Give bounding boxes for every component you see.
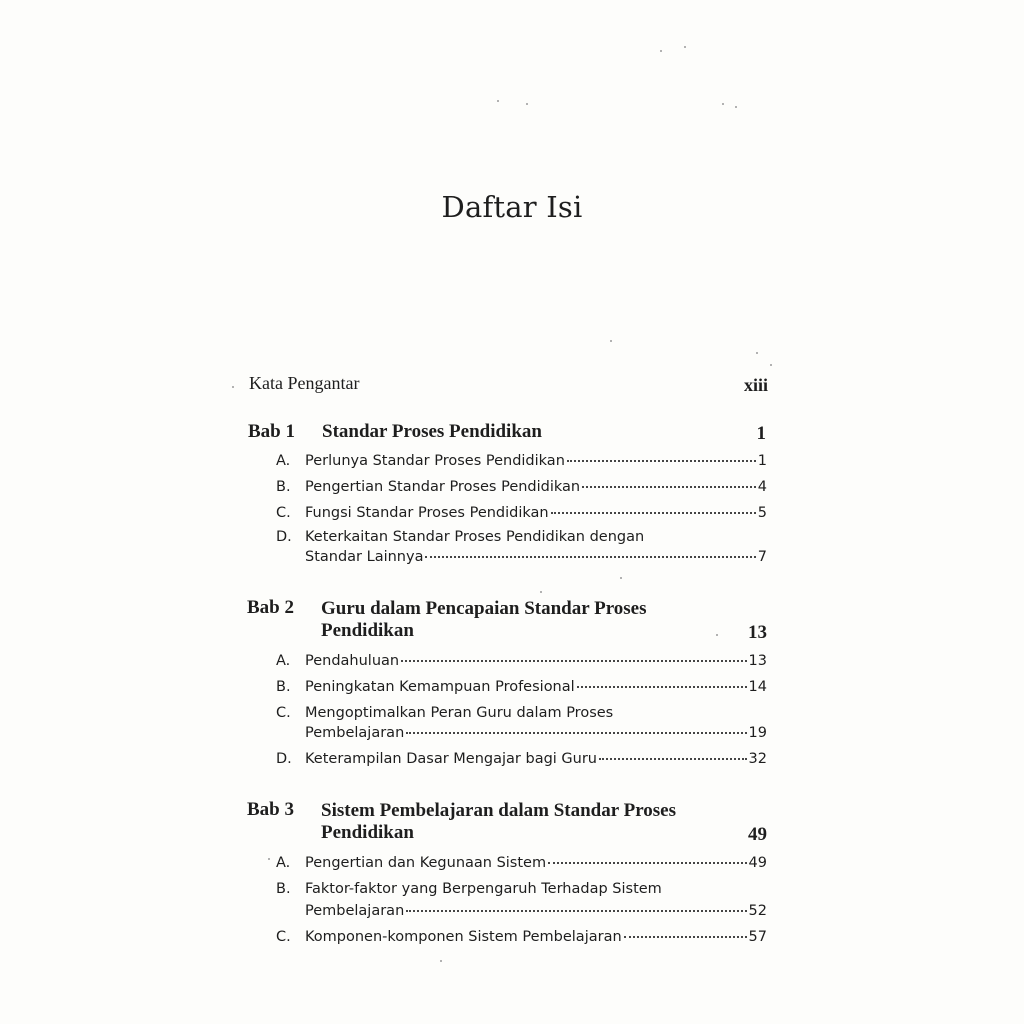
toc-entry-text: Pembelajaran <box>305 903 405 919</box>
toc-letter: B. <box>276 881 291 897</box>
toc-entry-text: Pendahuluan <box>305 653 400 669</box>
toc-entry-text: Standar Lainnya <box>305 549 424 565</box>
toc-entry <box>305 725 767 741</box>
chapter-2-title: Guru dalam Pencapaian Standar Proses <box>321 598 647 619</box>
scan-speck <box>722 103 724 105</box>
chapter-3-page: 49 <box>748 824 767 845</box>
dot-leader <box>599 757 747 760</box>
toc-entry <box>305 453 767 469</box>
scan-speck <box>770 364 772 366</box>
toc-entry-page: 19 <box>748 725 767 741</box>
toc-entry-page: 32 <box>748 751 767 767</box>
scan-speck <box>620 577 622 579</box>
toc-letter: A. <box>276 653 291 669</box>
toc-entry <box>305 751 767 767</box>
scan-speck <box>716 634 718 636</box>
preface-page: xiii <box>743 375 768 395</box>
toc-letter: B. <box>276 479 291 495</box>
toc-letter: C. <box>276 505 291 521</box>
toc-entry-text: Perlunya Standar Proses Pendidikan <box>305 453 565 469</box>
toc-entry <box>305 653 767 669</box>
scan-speck <box>735 106 737 108</box>
scan-speck <box>610 340 612 342</box>
toc-entry-text: Pengertian dan Kegunaan Sistem <box>305 855 547 871</box>
dot-leader <box>548 861 746 864</box>
toc-entry-text: Komponen-komponen Sistem Pembelajaran <box>305 929 622 945</box>
dot-leader <box>401 659 746 662</box>
toc-letter: B. <box>276 679 291 695</box>
dot-leader <box>406 909 746 912</box>
dot-leader <box>567 459 756 462</box>
dot-leader <box>406 731 746 734</box>
toc-entry-page: 5 <box>757 505 767 521</box>
preface-label: Kata Pengantar <box>249 373 360 393</box>
scan-speck <box>526 103 528 105</box>
toc-entry <box>305 679 767 695</box>
toc-entry-text: Peningkatan Kemampuan Profesional <box>305 679 575 695</box>
dot-leader <box>425 555 755 558</box>
dot-leader <box>551 511 756 514</box>
toc-entry-text: Pembelajaran <box>305 725 405 741</box>
toc-entry <box>305 903 767 919</box>
toc-letter: D. <box>276 529 292 545</box>
toc-entry-text: Faktor-faktor yang Berpengaruh Terhadap Sistem <box>305 881 662 897</box>
toc-letter: D. <box>276 751 292 767</box>
chapter-1-label: Bab 1 <box>248 421 295 442</box>
scan-speck <box>540 591 542 593</box>
scan-speck <box>232 386 234 388</box>
toc-entry-page: 52 <box>748 903 767 919</box>
toc-entry <box>305 549 767 565</box>
scan-speck <box>756 352 758 354</box>
scan-speck <box>440 960 442 962</box>
dot-leader <box>624 935 747 938</box>
chapter-1-title: Standar Proses Pendidikan <box>322 421 542 442</box>
toc-entry-text: Pengertian Standar Proses Pendidikan <box>305 479 581 495</box>
page-title: Daftar Isi <box>441 190 583 224</box>
toc-entry-text: Keterampilan Dasar Mengajar bagi Guru <box>305 751 597 767</box>
toc-entry-page: 7 <box>757 549 767 565</box>
scan-speck <box>684 46 686 48</box>
toc-letter: A. <box>276 453 291 469</box>
toc-letter: C. <box>276 929 291 945</box>
toc-entry-page: 57 <box>748 929 767 945</box>
chapter-3-label: Bab 3 <box>247 799 294 820</box>
scan-speck <box>497 100 499 102</box>
dot-leader <box>577 685 747 688</box>
toc-entry <box>305 855 767 871</box>
toc-entry-text: Keterkaitan Standar Proses Pendidikan dengan <box>305 529 645 545</box>
chapter-3-title: Pendidikan <box>321 822 414 843</box>
toc-entry-text: Fungsi Standar Proses Pendidikan <box>305 505 549 521</box>
scan-speck <box>660 50 662 52</box>
chapter-2-label: Bab 2 <box>247 597 294 618</box>
toc-entry-page: 49 <box>748 855 767 871</box>
chapter-2-page: 13 <box>748 622 767 643</box>
chapter-1-page: 1 <box>756 423 766 444</box>
dot-leader <box>582 485 756 488</box>
toc-entry <box>305 479 767 495</box>
toc-entry-page: 13 <box>748 653 767 669</box>
chapter-2-title: Pendidikan <box>321 620 414 641</box>
toc-entry <box>305 505 767 521</box>
toc-entry-page: 14 <box>748 679 767 695</box>
toc-letter: C. <box>276 705 291 721</box>
toc-entry <box>305 929 767 945</box>
toc-entry-page: 4 <box>757 479 767 495</box>
toc-letter: A. <box>276 855 291 871</box>
toc-entry-page: 1 <box>757 453 767 469</box>
chapter-3-title: Sistem Pembelajaran dalam Standar Proses <box>321 800 677 821</box>
scan-speck <box>268 858 270 860</box>
toc-entry-text: Mengoptimalkan Peran Guru dalam Proses <box>305 705 614 721</box>
